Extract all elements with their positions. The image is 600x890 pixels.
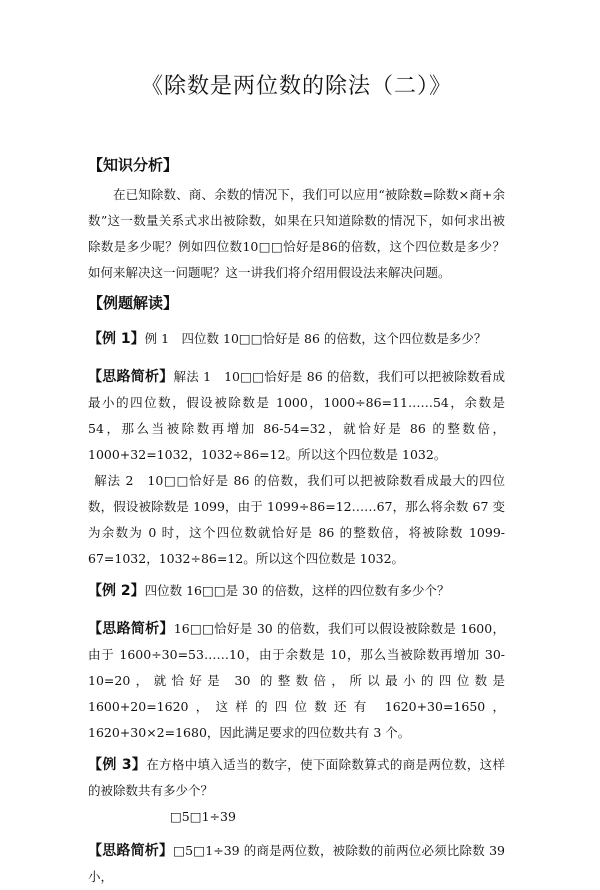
examples-heading: 【例题解读】	[88, 294, 179, 312]
solution-1-method-2: 解法 2 10□□恰好是 86 的倍数，我们可以把被除数看成最大的四位数，假设被除数是 1099，由于 1099÷86=12……67，那么将余数 67 变为余数为 0 时，这个四位数就恰好是 86 的整数倍，将被除数 1099-67=1032，1032÷86=12。所以这个四位数是 1032。	[88, 473, 505, 566]
example-3-text: 在方格中填入适当的数字，使下面除数算式的商是两位数，这样的被除数共有多少个？	[88, 757, 505, 798]
example-1-text: 例 1 四位数 10□□恰好是 86 的倍数，这个四位数是多少？	[144, 331, 487, 346]
example-2	[88, 578, 505, 604]
example-3-label: 【例 3】	[88, 757, 147, 773]
example-3	[88, 752, 505, 804]
knowledge-heading: 【知识分析】	[88, 156, 179, 174]
example-3-formula: □5□1÷39	[170, 809, 236, 824]
example-1-label: 【例 1】	[88, 331, 145, 347]
solution-1	[88, 364, 505, 468]
solution-1-label: 【思路简析】	[88, 369, 174, 385]
solution-2-text: 16□□恰好是 30 的倍数，我们可以假设被除数是 1600，由于 1600÷30=53……10，由于余数是 10，那么当被除数再增加 30-10=20，就恰好是 30 的整数倍，所以最小的四位数是 1600+20=1620，这样的四位数还有 1620+30=1650，1620+30×2=1680，因此满足要求的四位数共有 3 个。	[88, 621, 505, 740]
example-1	[88, 326, 505, 352]
solution-2-label: 【思路简析】	[88, 621, 174, 637]
example-2-text: 四位数 16□□是 30 的倍数，这样的四位数有多少个？	[144, 583, 450, 598]
example-2-label: 【例 2】	[88, 583, 145, 599]
solution-2	[88, 616, 505, 746]
knowledge-text: 在已知除数、商、余数的情况下，我们可以应用“被除数=除数×商+余数”这一数量关系式求出被除数，如果在只知道除数的情况下，如何求出被除数是多少呢？例如四位数10□□恰好是86的倍数，这个四位数是多少？如何来解决这一问题呢？这一讲我们将介绍用假设法来解决问题。	[88, 187, 505, 280]
page-title: 《除数是两位数的除法（二）》	[140, 74, 452, 99]
solution-3-label: 【思路简析】	[88, 843, 174, 859]
solution-1-text: 解法 1 10□□恰好是 86 的倍数，我们可以把被除数看成最小的四位数，假设被除数是 1000，1000÷86=11……54，余数是 54，那么当被除数再增加 86-54=32，就恰好是 86 的整数倍，1000+32=1032，1032÷86=12。所以这个四位数是 1032。	[88, 369, 506, 462]
solution-3	[88, 838, 505, 890]
solution-3-text: □5□1÷39 的商是两位数，被除数的前两位必须比除数 39 小，	[88, 843, 506, 884]
